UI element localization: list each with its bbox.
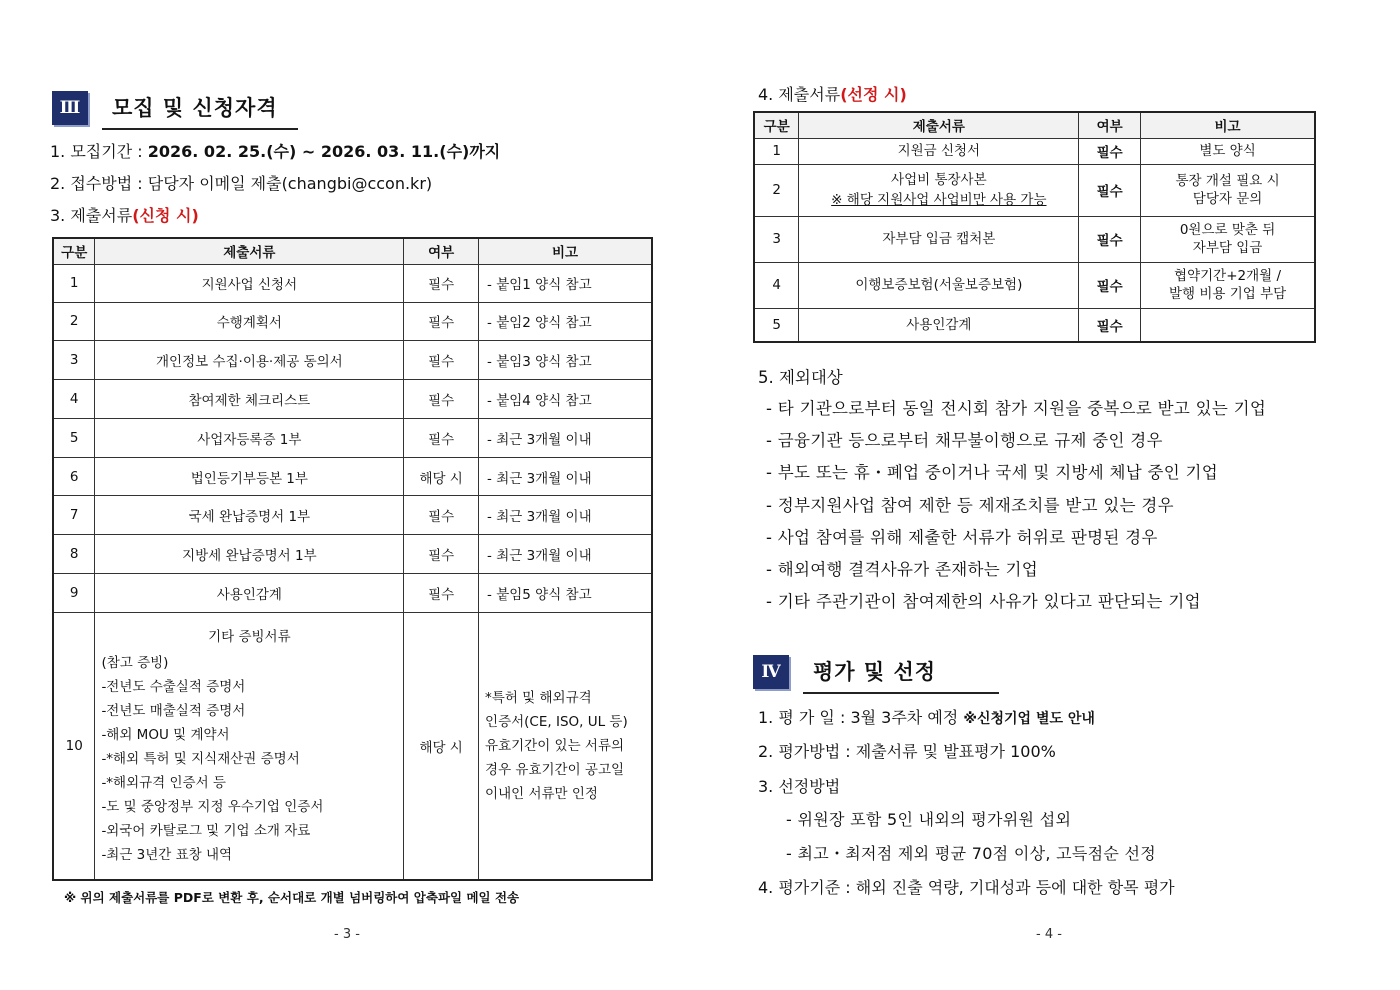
table-row: 6 법인등기부등본 1부 해당 시 - 최근 3개월 이내 bbox=[53, 457, 652, 496]
table-header-row: 구분 제출서류 여부 비고 bbox=[754, 112, 1315, 138]
table-row: 9 사용인감계 필수 - 붙임5 양식 참고 bbox=[53, 574, 652, 613]
etc-note-line: 유효기간이 있는 서류의 bbox=[485, 738, 625, 755]
etc-note-line: 이내인 서류만 인정 bbox=[485, 786, 598, 803]
documents-heading: 3. 제출서류(신청 시) bbox=[50, 206, 199, 225]
exclusion-item: - 기타 주관기관이 참여제한의 사유가 있다고 판단되는 기업 bbox=[766, 592, 1201, 612]
footnote: ※ 위의 제출서류를 PDF로 변환 후, 순서대로 개별 넘버링하여 압축파일 메일 전송 bbox=[64, 890, 520, 905]
page-number: - 3 - bbox=[334, 927, 360, 942]
etc-note-cell bbox=[479, 612, 652, 880]
table-row: 7 국세 완납증명서 1부 필수 - 최근 3개월 이내 bbox=[53, 496, 652, 535]
etc-document-line: -최근 3년간 표창 내역 bbox=[101, 846, 233, 863]
table-row: 2 사업비 통장사본 ※ 해당 지원사업 사업비만 사용 가능 필수 통장 개설 필요 시 담당자 문의 bbox=[754, 164, 1315, 216]
eval-method: 2. 평가방법 : 제출서류 및 발표평가 100% bbox=[758, 742, 1056, 761]
exclusion-item: - 정부지원사업 참여 제한 등 제재조치를 받고 있는 경우 bbox=[766, 495, 1174, 515]
section-title: 평가 및 선정 bbox=[803, 656, 999, 694]
section-header-4 bbox=[753, 650, 999, 694]
section-number: Ⅲ bbox=[52, 91, 88, 125]
recruit-period: 1. 모집기간 : 2026. 02. 25.(수) ~ 2026. 03. 11.(수)까지 bbox=[50, 142, 501, 161]
exclusion-item: - 금융기관 등으로부터 채무불이행으로 규제 중인 경우 bbox=[766, 431, 1163, 451]
etc-note-line: 경우 유효기간이 공고일 bbox=[485, 762, 625, 779]
etc-document-line: -전년도 수출실적 증명서 bbox=[101, 678, 246, 695]
etc-document-line: -*해외규격 인증서 등 bbox=[101, 774, 226, 791]
table-header-row: 구분 제출서류 여부 비고 bbox=[53, 238, 652, 264]
table-row: 3 개인정보 수집·이용·제공 동의서 필수 - 붙임3 양식 참고 bbox=[53, 341, 652, 380]
eval-criteria: 4. 평가기준 : 해외 진출 역량, 기대성과 등에 대한 항목 평가 bbox=[758, 878, 1175, 897]
table-row: 10 기타 증빙서류 (참고 증빙) -전년도 수출실적 증명서 -전년도 매출실적 증명서 -해외 MOU 및 계약서 -*해외 특허 및 지식재산권 증명서 -*해외규격 인증서 등 -도 및 중앙정부 지정 우수기업 인증서 -외국어 카탈로그 및 기업 소개 자료 -최근 3년간 표창 내역 해당 시 *특허 및 해외규격 인증서(CE, ISO, UL 등) 유효기간이 있는 서류의 경우 유효기간이 공고일 이내인 서류만 인정 bbox=[53, 612, 652, 880]
table-row: 8 지방세 완납증명서 1부 필수 - 최근 3개월 이내 bbox=[53, 535, 652, 574]
exclusion-heading: 5. 제외대상 bbox=[758, 368, 843, 387]
selection-bullet: - 위원장 포함 5인 내외의 평가위원 섭외 bbox=[786, 810, 1072, 829]
table-row: 1 지원금 신청서 필수 별도 양식 bbox=[754, 138, 1315, 164]
page-4 bbox=[700, 0, 1400, 990]
exclusion-item: - 사업 참여를 위해 제출한 서류가 허위로 판명된 경우 bbox=[766, 527, 1158, 547]
selection-method: 3. 선정방법 bbox=[758, 777, 841, 796]
etc-document-line: (참고 증빙) bbox=[101, 654, 169, 671]
exclusion-item: - 부도 또는 휴・폐업 중이거나 국세 및 지방세 체납 중인 기업 bbox=[766, 463, 1218, 483]
recruit-period-value: 2026. 02. 25.(수) ~ 2026. 03. 11.(수)까지 bbox=[147, 142, 501, 161]
submission-method-value: 담당자 이메일 제출(changbi@ccon.kr) bbox=[147, 174, 433, 193]
selection-bullet: - 최고・최저점 제외 평균 70점 이상, 고득점순 선정 bbox=[786, 844, 1157, 863]
table-row: 3 자부담 입금 캡처본 필수 0원으로 맞춘 뒤 자부담 입금 bbox=[754, 216, 1315, 262]
etc-note-line: 인증서(CE, ISO, UL 등) bbox=[485, 714, 628, 731]
table-row: 2 수행계획서 필수 - 붙임2 양식 참고 bbox=[53, 302, 652, 341]
etc-document-line: -*해외 특허 및 지식재산권 증명서 bbox=[101, 750, 300, 767]
etc-documents-cell: 기타 증빙서류 (참고 증빙) -전년도 수출실적 증명서 -전년도 매출실적 증명서 -해외 MOU 및 계약서 -*해외 특허 및 지식재산권 증명서 -*해외규격 인증서 등 -도 및 중앙정부 지정 우수기업 인증서 -외국어 카탈로그 및 기업 소개 자료 -최근 3년간 표창 내역 bbox=[95, 612, 404, 880]
table-row: 1 지원사업 신청서 필수 - 붙임1 양식 참고 bbox=[53, 264, 652, 302]
application-documents-table bbox=[52, 237, 653, 881]
selection-documents-heading: 4. 제출서류(선정 시) bbox=[758, 85, 907, 104]
table-row: 4 참여제한 체크리스트 필수 - 붙임4 양식 참고 bbox=[53, 380, 652, 419]
etc-document-line: -전년도 매출실적 증명서 bbox=[101, 702, 246, 719]
table-row: 4 이행보증보험(서울보증보험) 필수 협약기간+2개월 / 발행 비용 기업 부담 bbox=[754, 262, 1315, 308]
doc-remark: ※ 해당 지원사업 사업비만 사용 가능 bbox=[831, 192, 1047, 208]
etc-document-line: -해외 MOU 및 계약서 bbox=[101, 726, 230, 743]
eval-date: 1. 평 가 일 : 3월 3주차 예정 ※신청기업 별도 안내 bbox=[758, 708, 1095, 727]
etc-document-line: -외국어 카탈로그 및 기업 소개 자료 bbox=[101, 822, 311, 839]
section-number: Ⅳ bbox=[753, 655, 789, 689]
section-header-3 bbox=[52, 86, 298, 130]
submission-method: 2. 접수방법 : 담당자 이메일 제출(changbi@ccon.kr) bbox=[50, 174, 433, 193]
exclusion-item: - 타 기관으로부터 동일 전시회 참가 지원을 중복으로 받고 있는 기업 bbox=[766, 399, 1267, 418]
etc-note-line: *특허 및 해외규격 bbox=[485, 690, 592, 707]
page-number: - 4 - bbox=[1036, 927, 1062, 942]
etc-document-line: -도 및 중앙정부 지정 우수기업 인증서 bbox=[101, 798, 324, 815]
exclusion-item: - 해외여행 결격사유가 존재하는 기업 bbox=[766, 560, 1039, 579]
selection-documents-table bbox=[753, 111, 1316, 343]
section-title: 모집 및 신청자격 bbox=[102, 92, 298, 130]
table-row: 5 사업자등록증 1부 필수 - 최근 3개월 이내 bbox=[53, 418, 652, 457]
table-row: 5 사용인감계 필수 bbox=[754, 308, 1315, 342]
